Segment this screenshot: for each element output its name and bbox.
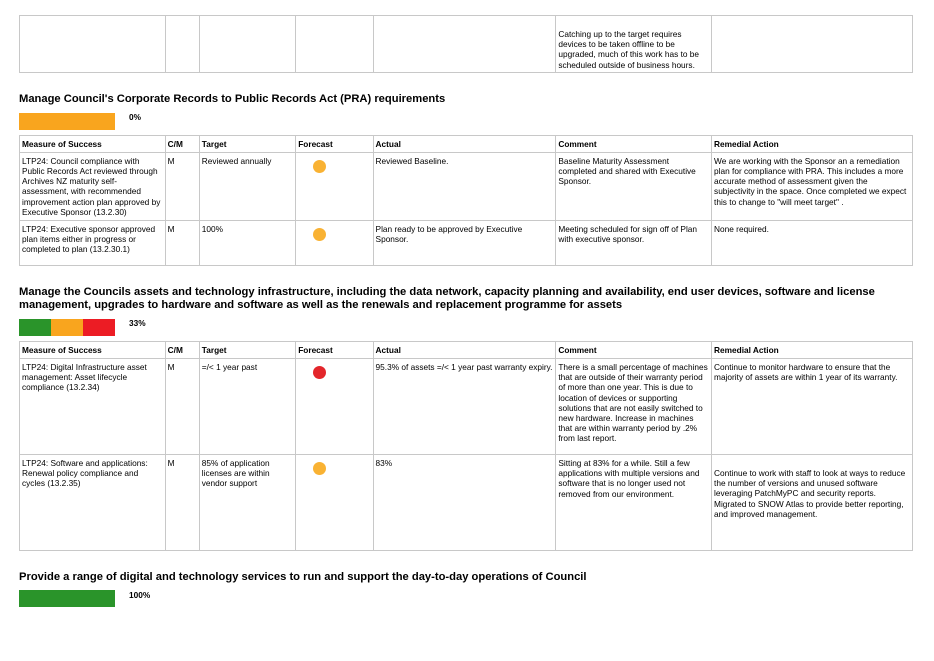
progress-segment-amber — [19, 113, 115, 130]
section-services — [19, 571, 913, 608]
forecast-amber-indicator — [313, 160, 326, 173]
cm-cell: M — [165, 152, 199, 220]
header-row — [20, 135, 913, 152]
section-title: Manage Council's Corporate Records to Public Records Act (PRA) requirements — [19, 93, 446, 105]
header-comment: Comment — [556, 341, 712, 358]
forecast-cell — [296, 152, 373, 220]
cm-cell: M — [165, 454, 199, 550]
header-row — [20, 341, 913, 358]
section-title: Provide a range of digital and technology services to run and support the day-to-day operations of Council — [19, 570, 587, 583]
table-row — [20, 220, 913, 265]
header-target: Target — [199, 341, 295, 358]
progress-percent: 33% — [129, 318, 146, 329]
header-target: Target — [199, 135, 295, 152]
table-row — [20, 152, 913, 220]
progress-row — [19, 590, 913, 607]
actual-cell: Plan ready to be approved by Executive Sponsor. — [373, 220, 556, 265]
report-page — [19, 15, 913, 607]
remedial-cell: None required. — [712, 220, 913, 265]
section-records — [19, 93, 913, 266]
measure-cell: LTP24: Digital Infrastructure asset management: Asset lifecycle compliance (13.2.34) — [20, 358, 166, 454]
section-title: Manage the Councils assets and technology infrastructure, including the data network, capacity planning and availability, end user devices, software and license management, upgrades to hardware and software as well as the renewals and replacement programme for assets — [19, 285, 875, 312]
progress-bar — [19, 113, 115, 130]
progress-percent: 100% — [129, 589, 151, 600]
measure-cell: LTP24: Council compliance with Public Records Act reviewed through Archives NZ maturity self-assessment, with recommended improvement action plan approved by Executive Sponsor (13.2.30) — [20, 152, 166, 220]
table-row — [20, 16, 913, 73]
comment-cell: Meeting scheduled for sign off of Plan with executive sponsor. — [556, 220, 712, 265]
measure-cell: LTP24: Software and applications: Renewal policy compliance and cycles (13.2.35) — [20, 454, 166, 550]
header-actual: Actual — [373, 135, 556, 152]
progress-segment-green — [19, 319, 51, 336]
header-cm: C/M — [165, 341, 199, 358]
forecast-amber-indicator — [313, 228, 326, 241]
table-row — [20, 358, 913, 454]
actual-cell: Reviewed Baseline. — [373, 152, 556, 220]
header-remedial: Remedial Action — [712, 135, 913, 152]
progress-bar — [19, 590, 115, 607]
forecast-amber-indicator — [313, 462, 326, 475]
continued-table — [19, 15, 913, 73]
target-cell: Reviewed annually — [199, 152, 295, 220]
comment-cell: Baseline Maturity Assessment completed and shared with Executive Sponsor. — [556, 152, 712, 220]
header-measure: Measure of Success — [20, 341, 166, 358]
measure-cell: LTP24: Executive sponsor approved plan items either in progress or completed to plan (13.2.30.1) — [20, 220, 166, 265]
actual-cell: 83% — [373, 454, 556, 550]
comment-cell: Catching up to the target requires devices to be taken offline to be upgraded, much of this work has to be scheduled outside of business hours. — [556, 16, 712, 73]
progress-row — [19, 113, 913, 130]
progress-bar — [19, 319, 115, 336]
header-comment: Comment — [556, 135, 712, 152]
header-remedial: Remedial Action — [712, 341, 913, 358]
remedial-cell: Continue to work with staff to look at ways to reduce the number of versions and unused software leveraging PatchMyPC and security reports. Migrated to SNOW Atlas to provide better reporting, and improved management. — [712, 454, 913, 550]
cm-cell: M — [165, 220, 199, 265]
measures-table — [19, 341, 913, 551]
header-measure: Measure of Success — [20, 135, 166, 152]
progress-percent: 0% — [129, 112, 141, 122]
target-cell: 85% of application licenses are within vendor support — [199, 454, 295, 550]
section-assets — [19, 286, 913, 551]
header-forecast: Forecast — [296, 341, 373, 358]
comment-cell: Sitting at 83% for a while. Still a few applications with multiple versions and software that is no longer used not removed from our environment. — [556, 454, 712, 550]
progress-row — [19, 319, 913, 336]
remedial-cell: Continue to monitor hardware to ensure that the majority of assets are within 1 year of its warranty. — [712, 358, 913, 454]
target-cell: 100% — [199, 220, 295, 265]
forecast-red-indicator — [313, 366, 326, 379]
actual-cell: 95.3% of assets =/< 1 year past warranty expiry. — [373, 358, 556, 454]
forecast-cell — [296, 454, 373, 550]
header-forecast: Forecast — [296, 135, 373, 152]
table-row — [20, 454, 913, 550]
cm-cell: M — [165, 358, 199, 454]
comment-cell: There is a small percentage of machines that are outside of their warranty period of more than one year. This is due to location of devices or supporting solutions that are not easily switched to new hardware. Increase in machines that are within warranty period by .2% from last report. — [556, 358, 712, 454]
target-cell: =/< 1 year past — [199, 358, 295, 454]
measures-table — [19, 135, 913, 266]
header-cm: C/M — [165, 135, 199, 152]
progress-segment-green — [19, 590, 115, 607]
progress-segment-amber — [51, 319, 83, 336]
forecast-cell — [296, 358, 373, 454]
forecast-cell — [296, 220, 373, 265]
header-actual: Actual — [373, 341, 556, 358]
remedial-cell: We are working with the Sponsor an a remediation plan for compliance with PRA. This includes a more accurate method of assessment given the subjectivity in the space. Once completed we expect this to change to "will meet target" . — [712, 152, 913, 220]
progress-segment-red — [83, 319, 115, 336]
